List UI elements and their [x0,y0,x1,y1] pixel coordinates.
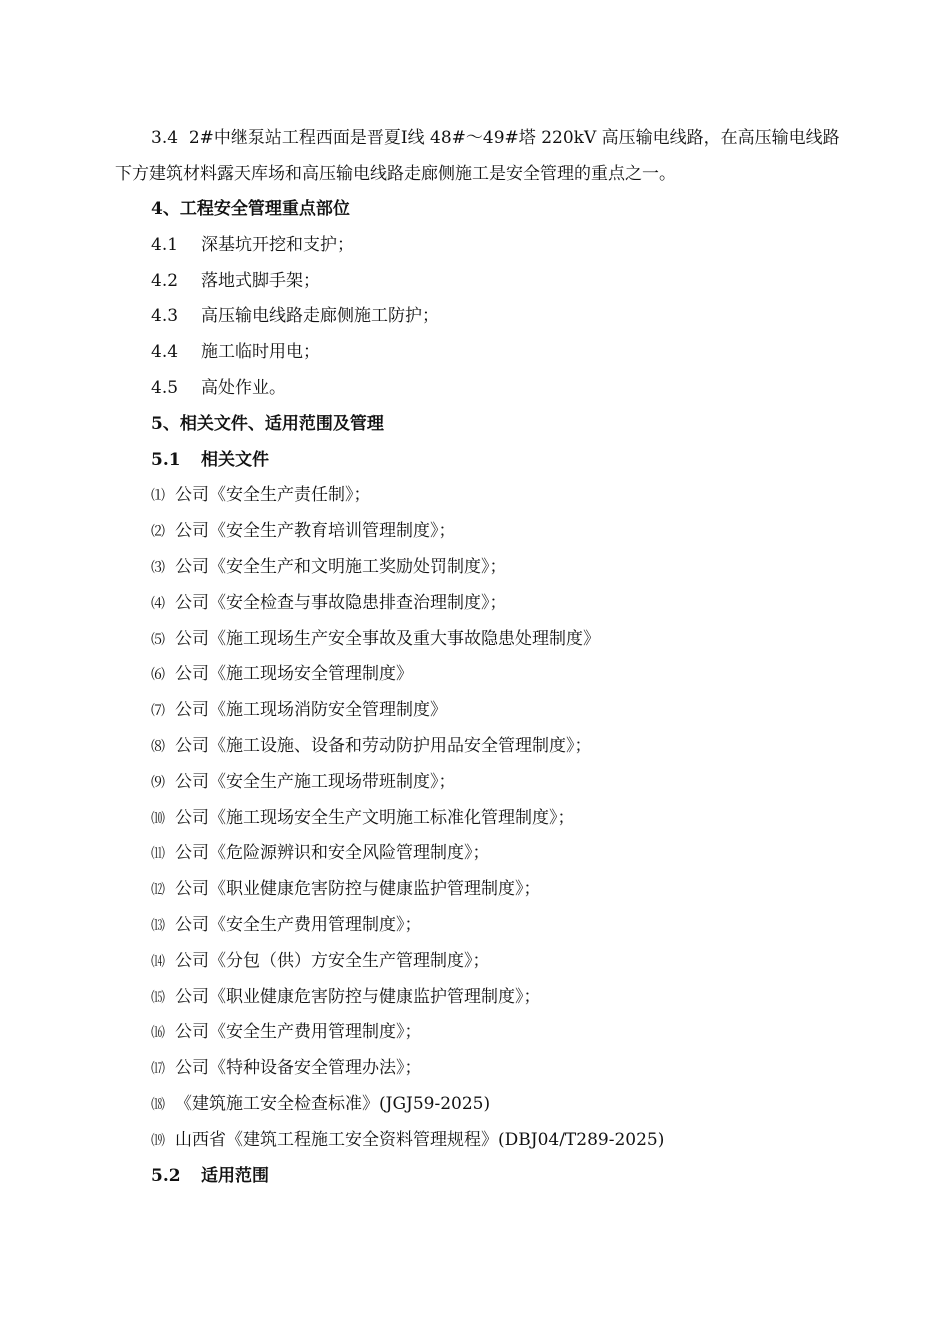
list-item [115,299,840,335]
section-5-2-heading [115,1159,840,1195]
item-number: 4.3 [151,306,179,327]
item-number: 4.5 [151,377,179,398]
list-item [115,622,840,658]
item-text: 公司《安全生产费用管理制度》； [175,1022,422,1043]
item-text: 公司《施工现场消防安全管理制度》 [175,700,447,721]
item-number: ⑺ [151,703,165,720]
list-item [115,478,840,514]
item-number: ⑹ [151,667,165,684]
item-number: ⑴ [151,488,165,505]
item-number: ⒆ [151,1132,165,1149]
item-text: 高处作业。 [201,377,286,398]
item-number: 4.4 [151,342,179,363]
item-text: 施工临时用电； [201,342,320,363]
item-text: 公司《施工现场生产安全事故及重大事故隐患处理制度》 [175,628,600,649]
item-number: 4.1 [151,234,179,255]
item-number: 4.2 [151,270,179,291]
item-text: 深基坑开挖和支护； [201,234,354,255]
item-text: 公司《职业健康危害防控与健康监护管理制度》； [175,879,541,900]
list-item [115,657,840,693]
item-text: 公司《职业健康危害防控与健康监护管理制度》； [175,986,541,1007]
item-text: 《建筑施工安全检查标准》(JGJ59-2025) [175,1093,491,1114]
list-item [115,1123,840,1159]
item-text: 公司《危险源辨识和安全风险管理制度》； [175,843,490,864]
item-number: ⒀ [151,917,165,934]
item-text: 公司《安全生产和文明施工奖励处罚制度》； [175,556,507,577]
item-number: ⑵ [151,524,165,541]
item-text: 公司《施工现场安全管理制度》 [175,664,413,685]
item-text: 公司《安全生产教育培训管理制度》； [175,521,456,542]
section-5-1-heading [115,443,840,479]
list-item [115,765,840,801]
section-4-heading: 4、工程安全管理重点部位 [151,199,350,219]
subsection-number: 5.1 [151,449,181,470]
item-text: 山西省《建筑工程施工安全资料管理规程》(DBJ04/T289-2025) [175,1129,665,1150]
item-text: 公司《安全检查与事故隐患排查治理制度》； [175,592,507,613]
list-item [115,836,840,872]
intro-paragraph [115,121,840,192]
subsection-title: 相关文件 [201,449,269,470]
list-item [115,1015,840,1051]
list-item [115,514,840,550]
item-text: 公司《特种设备安全管理办法》； [175,1058,422,1079]
item-number: ⑼ [151,774,165,791]
item-text: 公司《分包（供）方安全生产管理制度》； [175,950,490,971]
subsection-title: 适用范围 [201,1165,269,1186]
item-number: ⑶ [151,559,165,576]
item-number: ⒄ [151,1061,165,1078]
list-item [115,371,840,407]
item-number: ⒁ [151,953,165,970]
list-item [115,908,840,944]
intro-number: 3.4 [151,128,179,148]
related-documents-list [115,478,840,1158]
item-number: ⑾ [151,846,165,863]
list-item [115,550,840,586]
item-number: ⑻ [151,738,165,755]
item-text: 公司《安全生产费用管理制度》； [175,914,422,935]
list-item [115,1051,840,1087]
item-number: ⑽ [151,810,165,827]
list-item [115,801,840,837]
section-4-list [115,228,840,407]
list-item [115,586,840,622]
section-5-heading: 5、相关文件、适用范围及管理 [151,413,384,434]
item-text: 公司《施工设施、设备和劳动防护用品安全管理制度》； [175,735,592,756]
item-text: 落地式脚手架； [201,270,320,291]
item-text: 高压输电线路走廊侧施工防护； [201,306,439,327]
item-text: 公司《安全生产施工现场带班制度》； [175,771,456,792]
item-number: ⒅ [151,1096,165,1113]
item-number: ⑷ [151,595,165,612]
intro-text: 2#中继泵站工程西面是晋夏Ⅰ线 48#～49#塔 220kV 高压输电线路，在高压输电线路下方建筑材料露天库场和高压输电线路走廊侧施工是安全管理的重点之一。 [115,128,840,184]
list-item [115,872,840,908]
list-item [115,729,840,765]
item-text: 公司《施工现场安全生产文明施工标准化管理制度》； [175,807,575,828]
list-item [115,944,840,980]
list-item [115,980,840,1016]
list-item [115,264,840,300]
item-number: ⑸ [151,631,165,648]
list-item [115,693,840,729]
item-number: ⑿ [151,882,165,899]
list-item [115,228,840,264]
document-page [115,121,840,1194]
subsection-number: 5.2 [151,1165,181,1186]
item-number: ⒃ [151,1025,165,1042]
list-item [115,335,840,371]
item-text: 公司《安全生产责任制》； [175,485,371,506]
item-number: ⒂ [151,989,165,1006]
list-item [115,1087,840,1123]
